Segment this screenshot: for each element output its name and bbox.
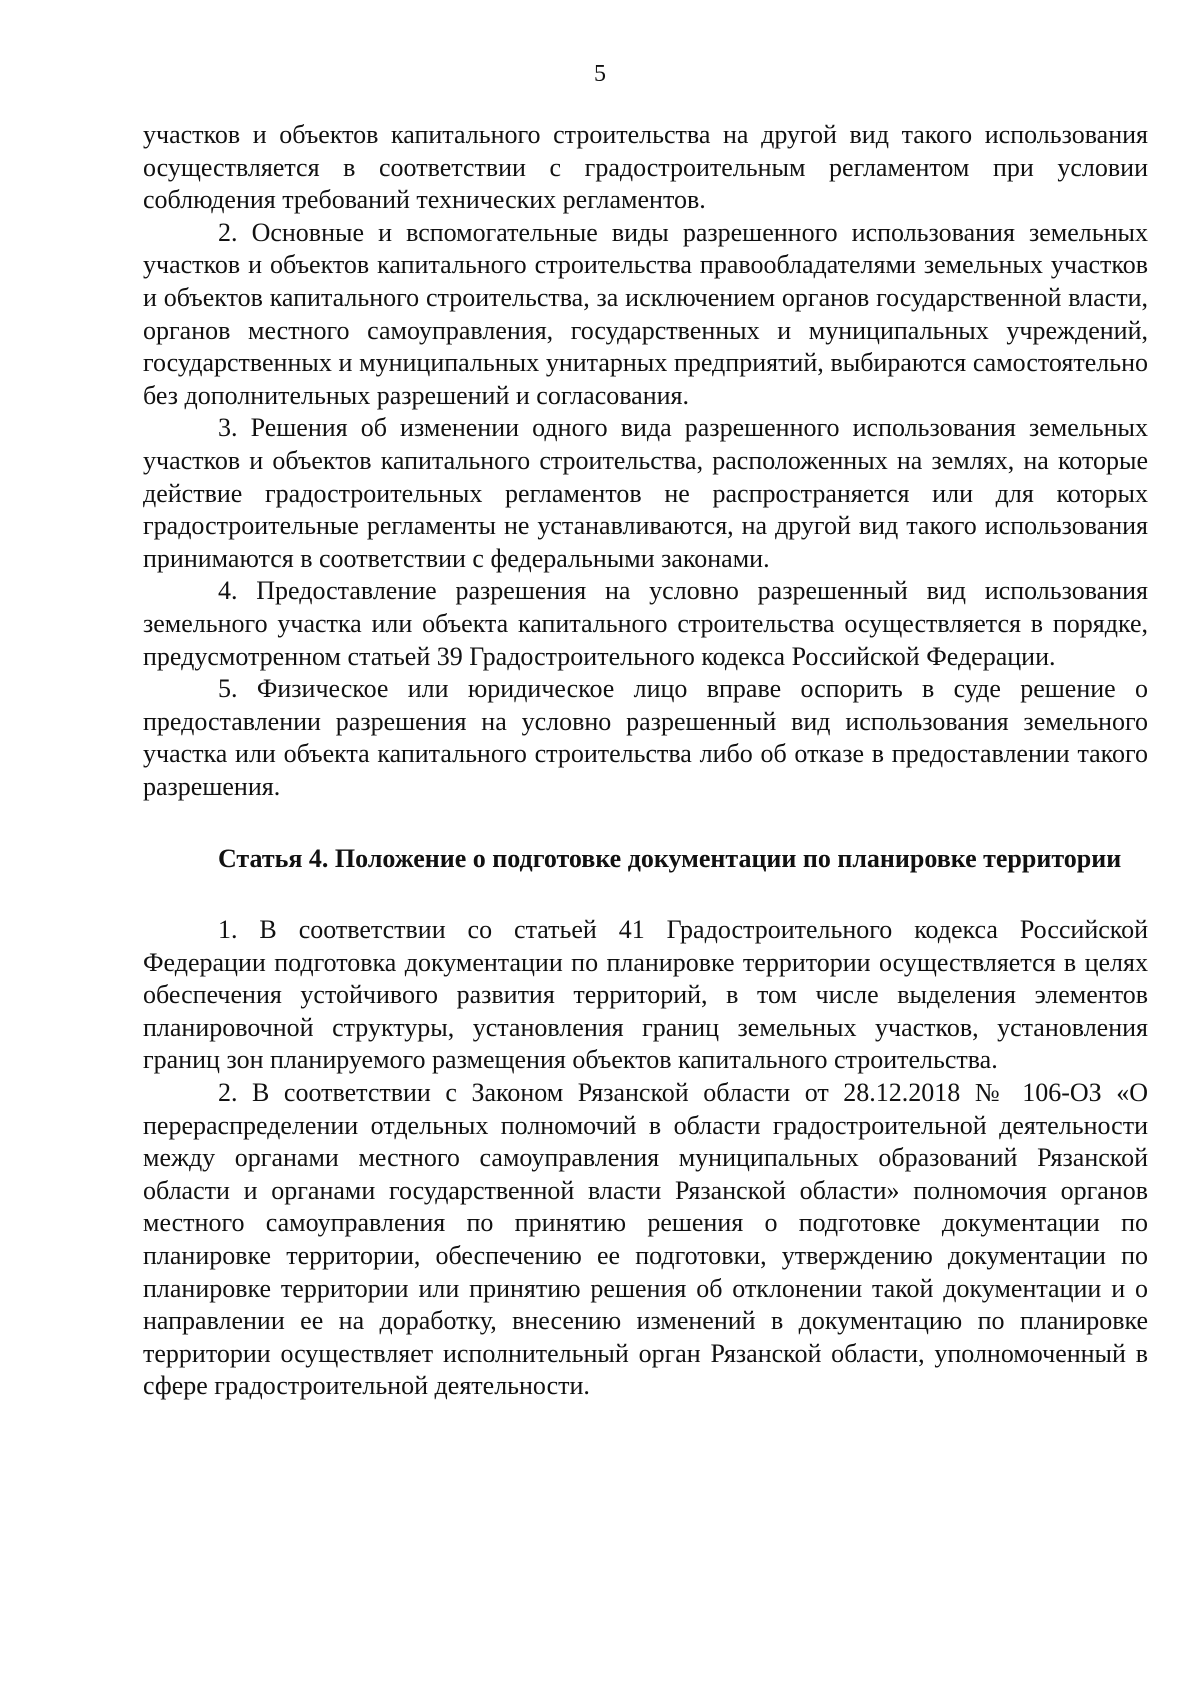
paragraph-item-3: 3. Решения об изменении одного вида разрешенного использования земельных участков и объектов капитального строительства, расположенных на землях, на которые действие градостроительных регламентов не распространяется или для которых градостроительные регламенты не устанавливаются, на другой вид такого использования принимаются в соответствии с федеральными законами. xyxy=(143,413,1148,573)
article-heading: Статья 4. Положение о подготовке документации по планировке территории xyxy=(218,844,1122,874)
spacer xyxy=(143,876,1148,914)
paragraph-item-5: 5. Физическое или юридическое лицо вправе оспорить в суде решение о предоставлении разрешения на условно разрешенный вид использования земельного участка или объекта капитального строительства либо об отказе в предоставлении такого разрешения. xyxy=(143,674,1148,801)
spacer xyxy=(143,803,1148,843)
document-body xyxy=(143,119,1148,1403)
paragraph-continuation: участков и объектов капитального строительства на другой вид такого использования осуществляется в соответствии с градостроительным регламентом при условии соблюдения требований технических регламентов. xyxy=(143,120,1148,215)
page-number: 5 xyxy=(594,61,606,87)
article-4-paragraph-1: 1. В соответствии со статьей 41 Градостроительного кодекса Российской Федерации подготовка документации по планировке территории осуществляется в целях обеспечения устойчивого развития территорий, в том числе выделения элементов планировочной структуры, установления границ земельных участков, установления границ зон планируемого размещения объектов капитального строительства. xyxy=(143,915,1148,1075)
paragraph-item-4: 4. Предоставление разрешения на условно разрешенный вид использования земельного участка или объекта капитального строительства осуществляется в порядке, предусмотренном статьей 39 Градостроительного кодекса Российской Федерации. xyxy=(143,576,1148,671)
article-4-paragraph-2: 2. В соответствии с Законом Рязанской области от 28.12.2018 № 106-ОЗ «О перераспределении отдельных полномочий в области градостроительной деятельности между органами местного самоуправления муниципальных образований Рязанской области и органами государственной власти Рязанской области» полномочия органов местного самоуправления по принятию решения о подготовке документации по планировке территории, обеспечению ее подготовки, утверждению документации по планировке территории или принятию решения об отклонении такой документации и о направлении ее на доработку, внесению изменений в документацию по планировке территории осуществляет исполнительный орган Рязанской области, уполномоченный в сфере градостроительной деятельности. xyxy=(143,1078,1148,1401)
paragraph-item-2: 2. Основные и вспомогательные виды разрешенного использования земельных участков и объектов капитального строительства правообладателями земельных участков и объектов капитального строительства, за исключением органов государственной власти, органов местного самоуправления, государственных и муниципальных учреждений, государственных и муниципальных унитарных предприятий, выбираются самостоятельно без дополнительных разрешений и согласования. xyxy=(143,217,1148,410)
